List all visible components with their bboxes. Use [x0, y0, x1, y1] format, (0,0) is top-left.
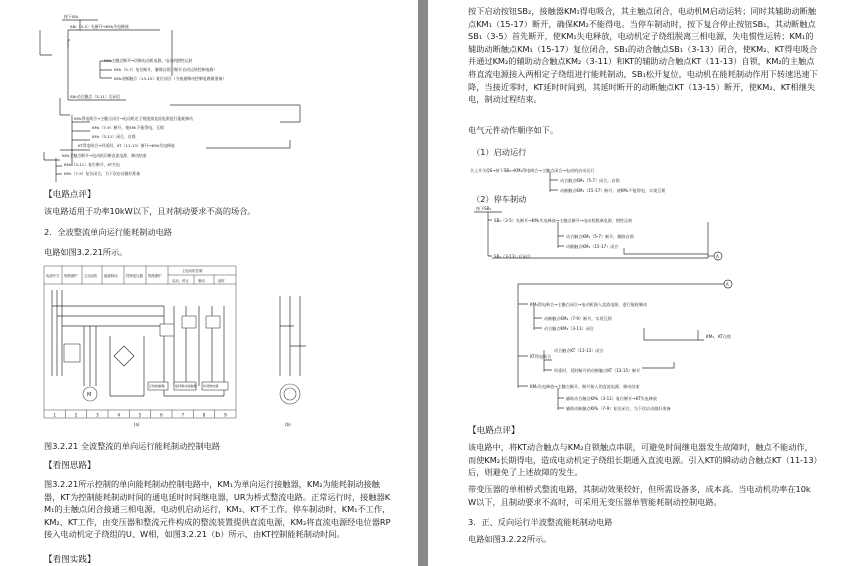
flow2-line-10: KT得电吸合	[530, 354, 552, 359]
paragraph-figure-ref: 电路如图3.2.21所示。	[44, 247, 128, 257]
circle-label-1: A	[716, 254, 719, 259]
flow2-line-9: 动合触点KT（11-13）闭合	[554, 348, 604, 353]
flow-line-2: KM₁主触点断开→切断电动机电源，电动机惯性运转	[104, 58, 193, 63]
heading-stop-brake: （2）停车制动	[472, 194, 527, 204]
flow-line-12: KM₂（7-9）复位闭合，为下次启动做好准备	[64, 171, 141, 176]
paragraph-operation: 按下启动按钮SB₂，接触器KM₁得电吸合，其主触点闭合，电动机M启动运转；同时其辅助动断触点KM₁（15-17）断开，确保KM₂不能得电。当停车制动时，按下复合停止按钮SB₁，其动断触点SB₁（3-5）首先断开，使KM₁失电释放，电动机定子绕组脱离三相电源，失电惯性运转；KM₁的辅助动断触点KM₁（15-17）复位闭合，SB₁的动合触点SB₁（3-13）闭合，使KM₂、KT得电吸合并通过KM₂的辅助动合触点KM₂（3-11）和KT的辅助动合触点KT（11-13）自锁，KM₂的主触点将直流电源接入两相定子绕组进行能耗制动，SB₁松开复位，电动机在能耗制动作用下转速迅速下降，当接近零时，KT延时时间到，其延时断开的动断触点KT（13-15）断开，使KM₂、KT相继失电，制动过程结束。	[468, 6, 818, 105]
number-row-cell: 6	[160, 412, 163, 418]
heading-section-2: 2．全波整流单向运行能耗制动电路	[44, 227, 173, 237]
heading-start-run: （1）启动运行	[472, 147, 527, 157]
flow-line-8: KM₂（3-11）闭合，自锁	[92, 134, 136, 139]
flow-line-7: KM₂（7-9）断开，使KM₁不能得电，互锁	[92, 125, 164, 130]
flow-line-3: KM₁（5-7）复位断开，解除自锁（断开自动运转控制电路）	[114, 67, 218, 72]
paragraph-figure-ref-right: 电路如图3.2.22所示。	[468, 534, 552, 544]
circuit-header-2: 主电动机	[84, 274, 98, 278]
circuit-header-0: 电源开关	[46, 274, 60, 278]
circuit-header-6: 主电动机控制	[182, 269, 203, 273]
flow2-line-13: 辅助动合触点KM₂（3-11）复位断开→KT失电释放	[566, 396, 657, 401]
flow2-line-5: KM₂得电吸合→主触点闭合→电动机接入直流电源，进行能耗制动	[530, 302, 648, 307]
circuit-sub-0: 启动、停止	[172, 279, 189, 283]
flow2-line-7: 动合触点KM₂（3-11）闭合	[544, 326, 594, 331]
number-row-cell: 5	[138, 412, 142, 418]
number-row-cell: 7	[181, 412, 185, 418]
flow2-line-0: 按下SB₁	[476, 206, 492, 211]
heading-practice: 【看图实践】	[44, 555, 96, 565]
paragraph-review: 该电路适用于功率10kW以下，且对制动要求不高的场合。	[44, 206, 256, 216]
flow-line-0: 按下SB₁	[64, 14, 79, 19]
number-row-cell: 3	[96, 412, 99, 418]
motor-label: M	[87, 392, 92, 398]
number-row-cell: 1	[53, 412, 57, 418]
flow1-line-1: 动合触点KM₁（5-7）闭合，自锁	[560, 178, 620, 183]
circuit-header-4: 控制变压器	[126, 274, 143, 278]
left-page	[0, 0, 418, 566]
flow2-line-3: 动断触点KM₁（15-17）闭合	[566, 244, 619, 249]
flow2-line-1: SB₁（3-5）先断开→KM₁失电释放→主触点断开→电动机脱离电源，惯性运转	[494, 218, 633, 223]
number-row	[53, 410, 227, 418]
heading-idea: 【看图思路】	[44, 461, 96, 471]
flow-line-11: KM₂（3-11）复位断开，KT失电	[64, 162, 120, 167]
circle-label-2: A	[726, 282, 729, 287]
number-row-cell: 4	[117, 412, 121, 418]
number-row-cell: 8	[202, 412, 206, 418]
heading-review: 【电路点评】	[44, 190, 96, 200]
circuit-header-5: 短路保护	[148, 274, 162, 278]
paragraph-review-2: 带变压器的单相桥式整流电路，其制动效果较好，但所需设备多，成本高。当电动机功率在10kW以下，且制动要求不高时，可采用无变压器单管能耗制动控制电路。	[468, 484, 811, 507]
caption-b: (b)	[285, 422, 291, 427]
flow2-line-11: 经延时，延时断开的动断触点KT（13-15）断开	[554, 368, 641, 373]
caption-a: (a)	[134, 422, 140, 427]
figure-caption: 图3.2.21 全波整流的单向运行能耗制动控制电路	[44, 441, 221, 451]
flow2-line-8: KM₂、KT自锁	[706, 334, 732, 339]
box-label-1: 能耗制动接触器	[175, 384, 197, 388]
flow-line-5: SB₁动合触点（3-11）后闭合	[70, 94, 121, 99]
flow2-line-4: SB₁（3-13）后闭合	[494, 254, 531, 259]
number-row-cell: 2	[74, 412, 78, 418]
flow-line-6: KM₂得电吸合→主触点闭合→电动机定子绕组接直流电源进行能耗制动	[74, 116, 194, 121]
circuit-header-1: 短路保护	[64, 274, 78, 278]
flow2-line-6: 动断触点KM₂（7-9）断开，实现互锁	[544, 316, 612, 321]
flow2-line-14: 辅助动断触点KM₂（7-9）复位闭合，为下次启动做好准备	[566, 406, 671, 411]
number-row-cell: 9	[224, 412, 227, 418]
paragraph-review-1: 该电路中，将KT动合触点与KM₂自锁触点串联，可避免时间继电器发生故障时，触点不能动作，而使KM₂长期得电，造成电动机定子绕组长期通入直流电源。引入KT的瞬动动合触点KT（11-13）后，则避免了上述故障的发生。	[468, 442, 818, 478]
flow-line-4: KM₁动断触点（13-15）复位闭合（为接通制动控制电路做准备）	[114, 76, 227, 81]
circuit-sub-1: 制动	[198, 279, 205, 283]
flow-diagram-stop	[468, 206, 828, 416]
right-page	[428, 0, 846, 566]
box-label-0: 正转接触器	[149, 384, 165, 388]
circuit-sub-2: 延时	[218, 279, 225, 283]
flow-line-10: KM₂主触点断开→电动机切断直流电源，制动结束	[62, 153, 147, 158]
flow-diagram-top	[0, 0, 418, 190]
circuit-header-3: 能耗制动	[104, 274, 118, 278]
heading-section-3: 3．正、反向运行半波整流能耗制动电路	[468, 517, 613, 527]
flow1-line-0: 合上开关QS→按下SB₂→KM₁得电吸合→主触点闭合→电动机启动运行	[470, 168, 595, 173]
flow-line-9: KT得电吸合→经延时，KT（11-13）断开→KM₂失电释放	[78, 143, 175, 148]
heading-review-right: 【电路点评】	[468, 426, 520, 436]
flow-line-1: SB₁（3-5）先断开→KM₁失电释放	[70, 24, 129, 29]
flow2-line-12: KM₂失电释放→主触点断开，断开接入的直流电源，制动结束	[530, 384, 640, 389]
box-label-2: 时间继电器	[203, 384, 219, 388]
flow2-line-2: 动合触点KM₁（5-7）断开，解除自锁	[566, 234, 634, 239]
paragraph-idea: 图3.2.21所示控制的单向能耗制动控制电路中，KM₁为单向运行接触器，KM₂为能耗制动接触器，KT为控制能耗制动时间的通电延时时间继电器，UR为桥式整流电路。正常运行时，接触器KM₁的主触点闭合接通三相电源，电动机启动运行，KM₂、KT不工作。停车制动时，KM₁不工作，KM₂、KT工作，由变压器和整流元件构成的整流装置提供直流电源，KM₂将直流电源经电位器RP接入电动机定子绕组的U、W相，如图3.2.21（b）所示，由KT控制能耗制动时间。	[44, 479, 391, 540]
circuit-diagram	[44, 266, 374, 438]
flow1-line-2: 动断触点KM₁（15-17）断开，使KM₂不能得电，实现互锁	[560, 188, 666, 193]
paragraph-sequence: 电气元件动作顺序如下。	[468, 125, 559, 135]
